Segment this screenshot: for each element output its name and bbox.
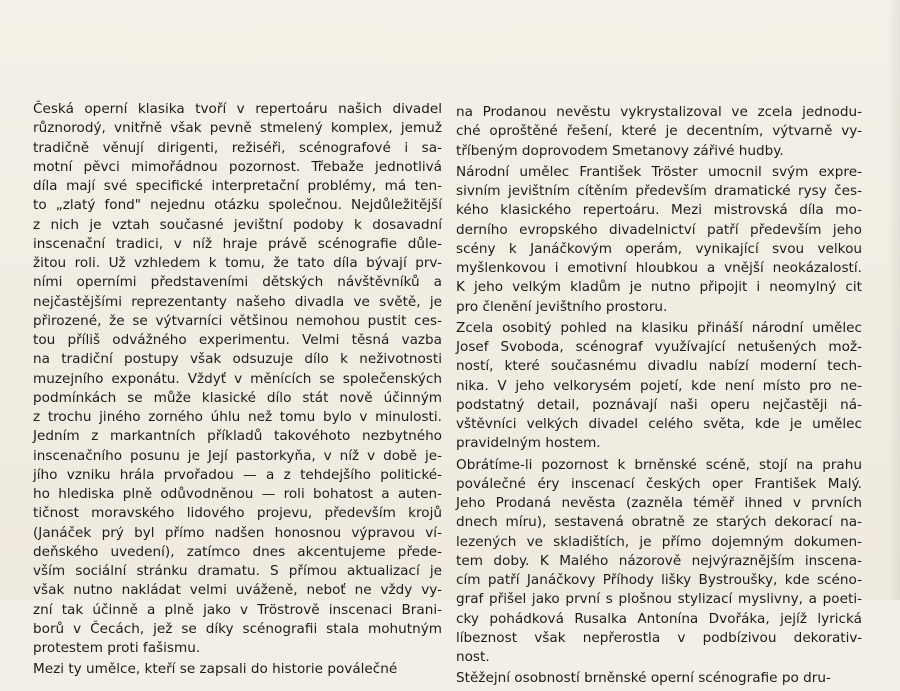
text-line: na tradiční postupy však odsuzuje dílo k neživotnosti	[33, 351, 442, 368]
text-line: (Janáček prý byl přímo nadšen honosnou výpravou ví-	[33, 524, 442, 541]
paragraph	[456, 456, 862, 668]
text-line: tičnost moravského lidového projevu, především krojů	[33, 505, 442, 522]
text-line: motní pěvci mimořádnou pozornost. Třebaže jednotlivá	[33, 158, 442, 175]
text-line: Mezi ty umělce, kteří se zapsali do historie poválečné	[33, 661, 398, 678]
text-line: však nutno nakládat velmi uváženě, neboť ne vždy vy-	[33, 582, 442, 599]
text-line: Česká operní klasika tvoří v repertoáru našich divadel	[33, 101, 442, 117]
text-line: podstatný detail, poznávají naši operu nejčastěji ná-	[456, 396, 862, 413]
text-line: z nich je vztah současné jevištní podoby k dosavadní	[33, 216, 442, 233]
text-line: borů v Čecách, jež se díky scénografii stala mohutným	[33, 620, 442, 637]
text-line: pravidelným hostem.	[456, 435, 601, 452]
paragraph	[33, 100, 442, 658]
text-line: ho hlediska plně odůvodněnou — roli bohatost a auten-	[33, 486, 442, 502]
text-line: ché oproštěné řešení, které je decentním, výtvarně vy-	[456, 123, 862, 140]
text-line: protestem proti fašismu.	[33, 640, 201, 656]
text-line: scény k Janáčkovým operám, vynikající svou velkou	[456, 240, 862, 257]
text-line: Zcela osobitý pohled na klasiku přináší národní umělec	[456, 319, 862, 336]
paragraph	[456, 163, 862, 317]
page-edge-shadow	[888, 0, 900, 600]
text-line: vším sociální stránku dramatu. S přímou aktualizací je	[33, 563, 442, 579]
text-line: myšlenkovou i emotivní hloubkou a vnější neokázalostí.	[456, 260, 862, 276]
text-line: nejčastějšími reprezentanty našeho divadla ve světě, je	[33, 293, 442, 310]
text-line: líbeznost však nepřerostla v podbízivou dekorativ-	[456, 629, 862, 646]
text-line: muzejního exponátu. Vždyť v měnících se společenských	[33, 370, 442, 387]
text-line: Národní umělec František Tröster umocnil svým expre-	[456, 163, 862, 180]
text-line: sivním jevištním cítěním především dramatické rysy čes-	[456, 183, 862, 199]
right-text-column	[456, 103, 862, 691]
text-line: z trochu jiného zorného úhlu než tomu bylo v minulosti.	[33, 409, 442, 425]
text-line: pro členění jevištního prostoru.	[456, 298, 668, 315]
text-line: ními operními představeními dětských návštěvníků a	[33, 274, 442, 291]
text-line: díla mají své specifické interpretační problémy, má ten-	[33, 178, 442, 194]
text-line: žitou roli. Už vzhledem k tomu, že tato díla bývají prv-	[33, 255, 442, 271]
text-line: zní tak účinně a plně jako v Tröstrově inscenaci Brani-	[33, 601, 442, 618]
text-line: deňského uvedení), zatímco dnes akcentujeme přede-	[33, 543, 442, 560]
text-line: různorodý, vnitřně však pevně stmelený komplex, jemuž	[33, 120, 442, 137]
text-line: podmínkách se může klasické dílo stát nově účinným	[33, 389, 442, 406]
text-line: K jeho velkým kladům je nutno připojit i neomylný cit	[456, 279, 862, 296]
text-line: tou příliš odvážného experimentu. Velmi těsná vazba	[33, 332, 442, 348]
text-line: tradičně věnují dirigenti, režiséři, scénografové i sa-	[33, 139, 442, 156]
text-line: nost.	[456, 649, 490, 665]
paragraph	[33, 660, 442, 679]
text-line: cím patří Janáčkovy Příhody lišky Bystroušky, kde scéno-	[456, 572, 862, 588]
text-line: poválečné éry inscenací českých oper František Malý.	[456, 475, 862, 492]
text-line: lezených ve skladištích, je přímo dojemným dokumen-	[456, 533, 862, 550]
text-line: vštěvníci velkých divadel celého světa, kde je umělec	[456, 416, 862, 432]
text-line: jího vzniku hrála prvořadou — a z tehdejšího politické-	[33, 466, 442, 483]
text-line: Obrátíme-li pozornost k brněnské scéně, stojí na prahu	[456, 456, 862, 473]
text-line: Jeho Prodaná nevěsta (zazněla téměř ihned v prvních	[456, 495, 862, 511]
text-line: tem doby. K Malého názorově nejvýraznějším inscena-	[456, 552, 862, 569]
text-line: kého klasického repertoáru. Mezi mistrovská díla mo-	[456, 202, 862, 219]
text-line: Jedním z markantních příkladů takovéhoto nezbytného	[33, 428, 442, 445]
text-line: inscenačního posunu je Její pastorkyňa, v níž v době je-	[33, 447, 442, 464]
text-line: ností, které současnému divadlu nabízí moderní tech-	[456, 358, 862, 375]
text-line: inscenační tradici, v níž hraje právě scénografie důle-	[33, 235, 442, 252]
paragraph	[456, 103, 862, 161]
text-line: Josef Svoboda, scénograf využívající netušených mož-	[456, 339, 862, 355]
text-line: přirozené, že se výtvarníci většinou nemohou pustit ces-	[33, 312, 442, 329]
text-line: derního evropského divadelnictví patří především jeho	[456, 221, 862, 238]
text-line: na Prodanou nevěstu vykrystalizoval ve zcela jednodu-	[456, 104, 862, 120]
text-line: tříbeným doprovodem Smetanovy zářivé hudby.	[456, 142, 784, 159]
paragraph	[456, 319, 862, 454]
text-line: nika. V jeho velkorysém pojetí, kde není místo pro ne-	[456, 377, 862, 394]
text-line: to „zlatý fond" nejednu otázku společnou. Nejdůležitější	[33, 197, 442, 214]
text-line: Stěžejní osobností brněnské operní scénografie po dru-	[456, 670, 831, 687]
left-text-column	[33, 100, 442, 682]
text-line: cky pohádková Rusalka Antonína Dvořáka, jejíž lyrická	[456, 610, 862, 627]
paragraph	[456, 669, 862, 688]
text-line: graf přišel jako první s plošnou stylizací myslivny, a poeti-	[456, 591, 862, 608]
text-line: dnech míru), sestavená obratně ze starých dekorací na-	[456, 514, 862, 531]
